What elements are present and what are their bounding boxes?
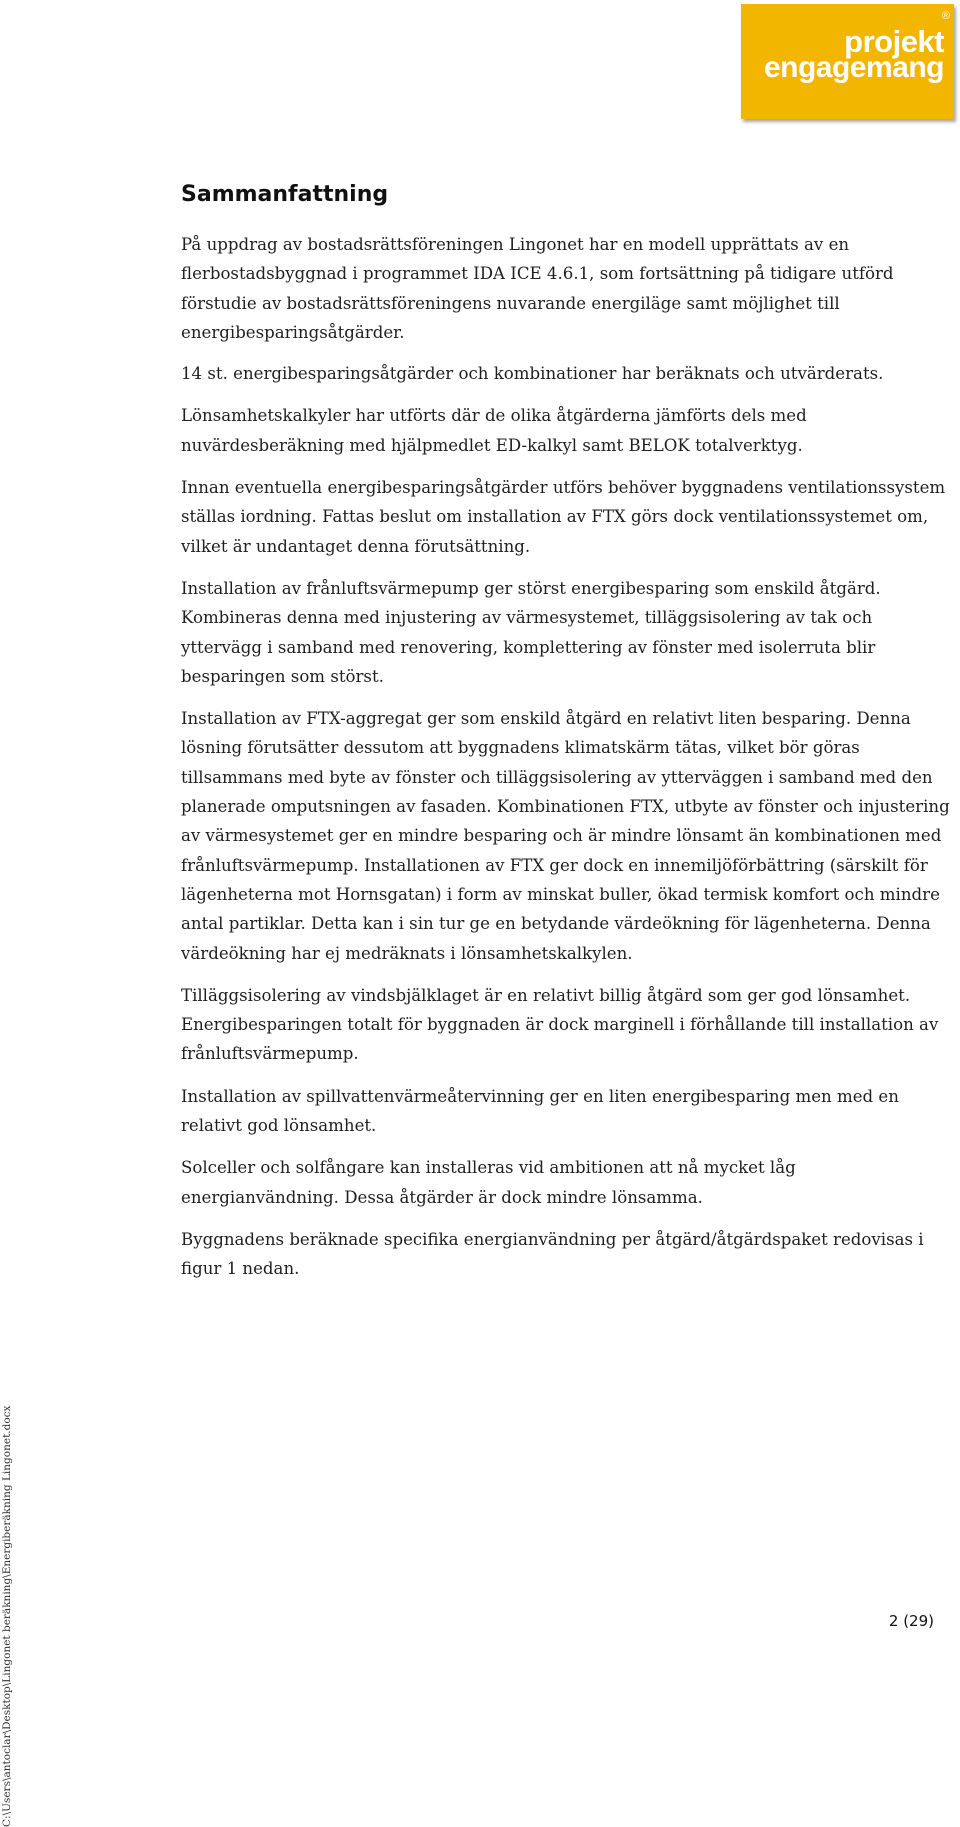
paragraph-ventilation: Innan eventuella energibesparingsåtgärder utförs behöver byggnadens ventilationssystem ställas iordning. Fattas beslut om installation av FTX görs dock ventilationssystemet om, vilket är undantaget denna förutsättning. [181, 478, 946, 556]
paragraph-solar: Solceller och solfångare kan installeras vid ambitionen att nå mycket låg energianvändning. Dessa åtgärder är dock mindre lönsamma. [181, 1158, 796, 1207]
paragraph-heat-pump: Installation av frånluftsvärmepump ger störst energibesparing som enskild åtgärd. Kombineras denna med injustering av värmesystemet, tilläggsisolering av tak och yttervägg i samband med renovering, komplettering av fönster med isolerruta blir besparingen som störst. [181, 578, 881, 686]
logo-text-engagemang: engagemang [763, 51, 944, 84]
registered-mark: ® [941, 10, 950, 22]
paragraph-profitability: Lönsamhetskalkyler har utförts där de olika åtgärderna jämförts dels med nuvärdesberäkning med hjälpmedlet ED-kalkyl samt BELOK totalverktyg. [181, 406, 807, 455]
paragraph-figure-reference: Byggnadens beräknade specifika energianvändning per åtgärd/åtgärdspaket redovisas i figur 1 nedan. [181, 1229, 924, 1279]
page-number: 2 (29) [888, 1612, 934, 1630]
paragraph-intro: På uppdrag av bostadsrättsföreningen Lingonet har en modell upprättats av en flerbostadsbyggnad i programmet IDA ICE 4.6.1, som fortsättning på tidigare utförd förstudie av bostadsrättsföreningens nuvarande energiläge samt möjlighet till energibesparingsåtgärder. [181, 235, 894, 342]
paragraph-wastewater-recovery: Installation av spillvattenvärmeåtervinning ger en liten energibesparing men med en relativt god lönsamhet. [181, 1086, 899, 1136]
summary-body [181, 230, 956, 1284]
paragraph-attic-insulation: Tilläggsisolering av vindsbjälklaget är en relativt billig åtgärd som ger god lönsamhet. Energibesparingen totalt för byggnaden är dock marginell i förhållande till installation av frånluftsvärmepump. [181, 985, 939, 1064]
document-file-path: C:\Users\antoclar\Desktop\Lingonet beräkning\Energiberäkning Lingonet.docx [1, 1405, 13, 1827]
paragraph-measures-count: 14 st. energibesparingsåtgärder och kombinationer har beräknats och utvärderats. [181, 364, 884, 384]
logo-text-projekt: projekt [844, 24, 944, 59]
company-logo [741, 4, 954, 119]
section-heading: Sammanfattning [181, 182, 389, 207]
paragraph-ftx: Installation av FTX-aggregat ger som enskild åtgärd en relativt liten besparing. Denna lösning förutsätter dessutom att byggnadens klimatskärm tätas, vilket bör göras tillsammans med byte av fönster och tilläggsisolering av ytterväggen i samband med den planerade omputsningen av fasaden. Kombinationen FTX, utbyte av fönster och injustering av värmesystemet ger en mindre besparing och är mindre lönsamt än kombinationen med frånluftsvärmepump. Installationen av FTX ger dock en innemiljöförbättring (särskilt för lägenheterna mot Hornsgatan) i form av minskat buller, ökad termisk komfort och mindre antal partiklar. Detta kan i sin tur ge en betydande värdeökning för lägenheterna. Denna värdeökning har ej medräknats i lönsamhetskalkylen. [181, 709, 950, 963]
